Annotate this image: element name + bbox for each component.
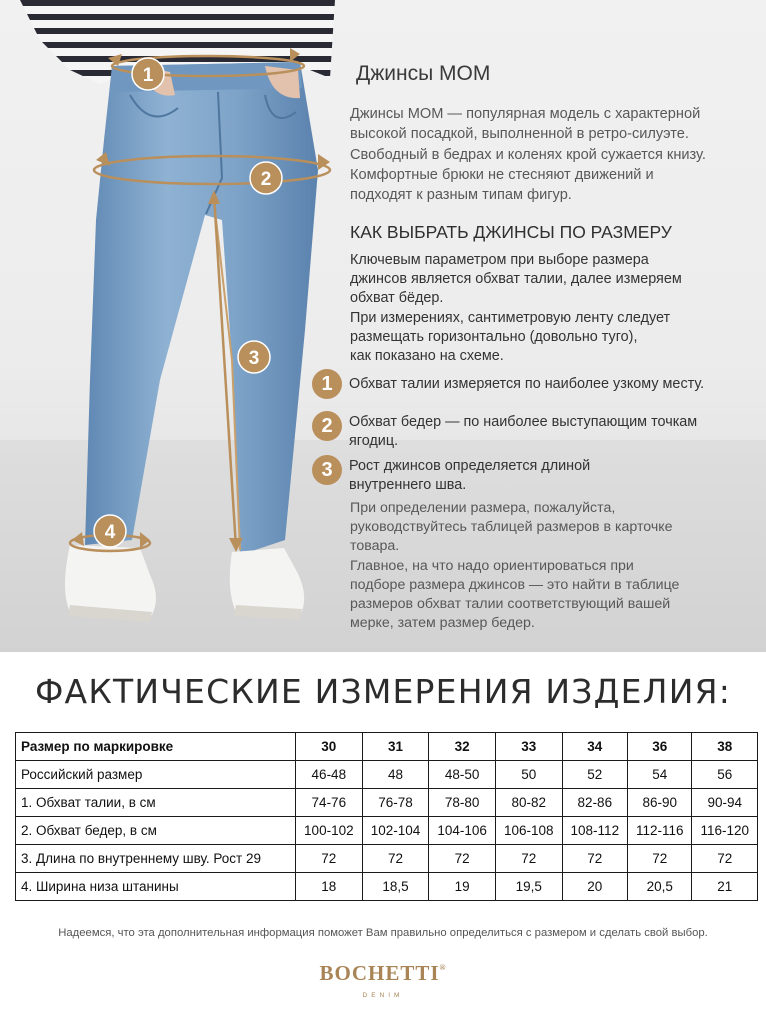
rules-line: размещать горизонтально (довольно туго), <box>350 328 638 345</box>
brand-subtitle: DENIM <box>362 992 404 999</box>
table-cell: 72 <box>362 845 429 873</box>
rules-line: джинсов является обхват талии, далее измеряем <box>350 271 682 288</box>
step-3 <box>312 455 752 499</box>
brand-logo <box>0 961 766 986</box>
table-cell: 72 <box>562 845 628 873</box>
rules-line: как показано на схеме. <box>350 348 504 365</box>
product-description <box>350 104 750 205</box>
size-table <box>15 732 758 901</box>
step-2 <box>312 411 752 455</box>
table-row <box>16 789 758 817</box>
step-2-text: Обхват бедер — по наиболее выступающим точкам ягодиц. <box>349 414 698 449</box>
table-cell: 52 <box>562 761 628 789</box>
table-cell: 72 <box>495 845 562 873</box>
table-row-label: 2. Обхват бедер, в см <box>16 817 296 845</box>
step-1 <box>312 369 752 413</box>
table-row-label: 1. Обхват талии, в см <box>16 789 296 817</box>
table-header-cell: 32 <box>429 733 496 761</box>
rules-line: При измерениях, сантиметровую ленту следует <box>350 309 671 326</box>
table-header-cell: 36 <box>628 733 692 761</box>
table-row <box>16 761 758 789</box>
table-cell: 46-48 <box>296 761 363 789</box>
table-header-row <box>16 733 758 761</box>
table-cell: 82-86 <box>562 789 628 817</box>
sneakers <box>65 545 304 622</box>
step-3-badge: 3 <box>312 455 342 485</box>
note-line: При определении размера, пожалуйста, <box>350 500 616 516</box>
table-cell: 102-104 <box>362 817 429 845</box>
table-cell: 18 <box>296 873 363 901</box>
table-cell: 100-102 <box>296 817 363 845</box>
table-cell: 48-50 <box>429 761 496 789</box>
table-cell: 20 <box>562 873 628 901</box>
table-cell: 108-112 <box>562 817 628 845</box>
description-line: Свободный в бедрах и коленях крой сужается книзу. <box>350 146 706 163</box>
table-row <box>16 845 758 873</box>
jeans <box>85 62 318 555</box>
table-cell: 112-116 <box>628 817 692 845</box>
table-header-cell: 31 <box>362 733 429 761</box>
description-line: подходят к разным типам фигур. <box>350 187 572 204</box>
marker-3 <box>238 341 270 373</box>
table-cell: 80-82 <box>495 789 562 817</box>
table-header-label: Размер по маркировке <box>16 733 296 761</box>
marker-2-label: 2 <box>260 169 272 190</box>
size-guide-rules <box>350 251 750 366</box>
footer-note: Надеемся, что эта дополнительная информация поможет Вам правильно определиться с размером и сделать свой выбор. <box>58 927 708 939</box>
table-cell: 90-94 <box>692 789 758 817</box>
note-line: размеров обхват талии соответствующий вашей <box>350 596 671 613</box>
marker-4 <box>94 515 126 547</box>
rules-line: обхват бёдер. <box>350 290 444 307</box>
product-title: Джинсы MOM <box>356 62 491 85</box>
table-cell: 19 <box>429 873 496 901</box>
table-cell: 72 <box>628 845 692 873</box>
step-1-badge: 1 <box>312 369 342 399</box>
description-line: Джинсы MOM — популярная модель с характерной <box>350 106 701 122</box>
table-cell: 72 <box>429 845 496 873</box>
table-header-cell: 30 <box>296 733 363 761</box>
note-line: руководствуйтесь таблицей размеров в карточке <box>350 519 673 536</box>
table-cell: 50 <box>495 761 562 789</box>
table-cell: 74-76 <box>296 789 363 817</box>
table-cell: 116-120 <box>692 817 758 845</box>
measurements-title: ФАКТИЧЕСКИЕ ИЗМЕРЕНИЯ ИЗДЕЛИЯ: <box>34 672 732 711</box>
table-cell: 106-108 <box>495 817 562 845</box>
table-row-label: 4. Ширина низа штанины <box>16 873 296 901</box>
step-1-text: Обхват талии измеряется по наиболее узкому месту. <box>349 376 705 392</box>
table-row <box>16 873 758 901</box>
table-header-cell: 33 <box>495 733 562 761</box>
table-cell: 19,5 <box>495 873 562 901</box>
table-cell: 72 <box>296 845 363 873</box>
table-row <box>16 817 758 845</box>
table-cell: 86-90 <box>628 789 692 817</box>
table-cell: 54 <box>628 761 692 789</box>
note-line: товара. <box>350 538 400 555</box>
table-cell: 20,5 <box>628 873 692 901</box>
table-cell: 21 <box>692 873 758 901</box>
table-cell: 48 <box>362 761 429 789</box>
table-cell: 78-80 <box>429 789 496 817</box>
marker-2 <box>250 162 282 194</box>
note-line: подборе размера джинсов — это найти в таблице <box>350 576 680 593</box>
marker-1 <box>132 58 164 90</box>
step-2-badge: 2 <box>312 411 342 441</box>
description-line: высокой посадкой, выполненной в ретро-силуэте. <box>350 126 689 143</box>
table-row-label: 3. Длина по внутреннему шву. Рост 29 <box>16 845 296 873</box>
note-line: мерке, затем размер бедер. <box>350 615 535 632</box>
registered-mark: ® <box>439 963 447 972</box>
marker-4-label: 4 <box>104 522 116 543</box>
step-3-text: Рост джинсов определяется длиной внутреннего шва. <box>349 458 591 493</box>
table-cell: 72 <box>692 845 758 873</box>
marker-3-label: 3 <box>248 348 260 369</box>
marker-1-label: 1 <box>142 65 154 86</box>
table-cell: 76-78 <box>362 789 429 817</box>
table-cell: 18,5 <box>362 873 429 901</box>
size-guide-note <box>350 499 760 633</box>
table-row-label: Российский размер <box>16 761 296 789</box>
table-cell: 56 <box>692 761 758 789</box>
note-line: Главное, на что надо ориентироваться при <box>350 557 634 574</box>
table-header-cell: 34 <box>562 733 628 761</box>
table-cell: 104-106 <box>429 817 496 845</box>
rules-line: Ключевым параметром при выборе размера <box>350 252 649 268</box>
description-line: Комфортные брюки не стесняют движений и <box>350 166 654 183</box>
size-guide-title: КАК ВЫБРАТЬ ДЖИНСЫ ПО РАЗМЕРУ <box>350 222 672 242</box>
brand-name: BOCHETTI <box>319 961 440 985</box>
table-header-cell: 38 <box>692 733 758 761</box>
